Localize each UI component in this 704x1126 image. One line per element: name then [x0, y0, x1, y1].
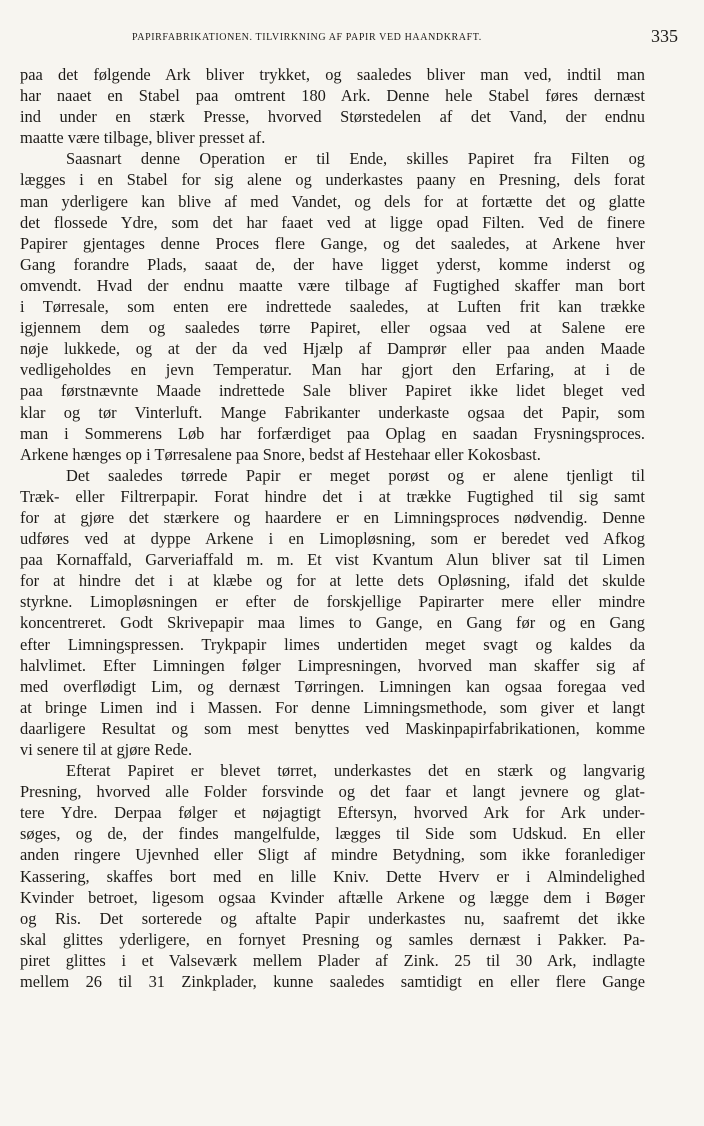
text-line: man yderligere kan blive af med Vandet, og dels for at fortætte det og glatte — [20, 191, 645, 211]
text-line: Træk- eller Filtrerpapir. Forat hindre det i at trække Fugtighed til sig samt — [20, 486, 645, 506]
text-line: Gang forandre Plads, saaat de, der have ligget yderst, komme inderst og — [20, 254, 645, 274]
text-line: maatte være tilbage, bliver presset af. — [20, 128, 266, 148]
text-line: styrkne. Limopløsningen er efter de forskjellige Papirarter mere eller mindre — [20, 592, 645, 612]
text-line: Det saaledes tørrede Papir er meget porøst og er alene tjenligt til — [66, 465, 645, 485]
text-line: ind under en stærk Presse, hvorved Størstedelen af det Vand, der endnu — [20, 107, 645, 127]
text-line: daarligere Resultat og som mest benyttes ved Maskinpapirfabrikationen, komme — [20, 718, 645, 738]
text-line: Papirer gjentages denne Proces flere Gange, og det saaledes, at Arkene hver — [20, 233, 645, 253]
text-line: mellem 26 til 31 Zinkplader, kunne saaledes samtidigt en eller flere Gange — [20, 972, 645, 992]
text-line: tere Ydre. Derpaa følger et nøjagtigt Eftersyn, hvorved Ark for Ark under- — [20, 803, 645, 823]
text-line: søges, og de, der findes mangelfulde, lægges til Side som Udskud. En eller — [20, 824, 645, 844]
text-line: at bringe Limen ind i Massen. For denne Limningsmethode, som giver et langt — [20, 697, 645, 717]
text-line: paa det følgende Ark bliver trykket, og saaledes bliver man ved, indtil man — [20, 65, 645, 84]
text-line: paa førstnævnte Maade indrettede Sale bliver Papiret ikke lidet bleget ved — [20, 381, 645, 401]
text-line: for at hindre det i at klæbe og for at lette dets Opløsning, ifald det skulde — [20, 571, 645, 591]
text-line: man i Sommerens Løb har forfærdiget paa Oplag en saadan Frysningsproces. — [20, 423, 645, 443]
body-text — [20, 64, 645, 992]
text-line: det flossede Ydre, som det har faaet ved at ligge opad Filten. Ved de finere — [20, 212, 645, 232]
text-line: Saasnart denne Operation er til Ende, skilles Papiret fra Filten og — [66, 149, 645, 169]
text-line: og Ris. Det sorterede og aftalte Papir underkastes nu, saafremt det ikke — [20, 908, 645, 928]
text-line: har naaet en Stabel paa omtrent 180 Ark. Denne hele Stabel føres dernæst — [20, 86, 645, 106]
text-line: Arkene hænges op i Tørresalene paa Snore, bedst af Hestehaar eller Kokosbast. — [20, 444, 541, 464]
text-line: igjennem dem og saaledes tørre Papiret, eller ogsaa ved at Salene ere — [20, 318, 645, 338]
text-line: paa Kornaffald, Garveriaffald m. m. Et vist Kvantum Alun bliver sat til Limen — [20, 550, 645, 570]
running-head-title: PAPIRFABRIKATIONEN. TILVIRKNING AF PAPIR VED HAANDKRAFT. — [132, 32, 482, 43]
text-line: Efterat Papiret er blevet tørret, underkastes det en stærk og langvarig — [66, 761, 645, 781]
text-line: skal glittes yderligere, en fornyet Presning og samles dernæst i Pakker. Pa- — [20, 929, 645, 949]
text-line: piret glittes i et Valseværk mellem Plader af Zink. 25 til 30 Ark, indlagte — [20, 950, 645, 970]
text-line: for at gjøre det stærkere og haardere er en Limningsproces nødvendig. Denne — [20, 507, 645, 527]
running-head — [20, 28, 678, 50]
text-line: med overflødigt Lim, og dernæst Tørringen. Limningen kan ogsaa foregaa ved — [20, 676, 645, 696]
text-line: Presning, hvorved alle Folder forsvinde og det faar et langt jevnere og glat- — [20, 782, 645, 802]
text-line: vedligeholdes en jevn Temperatur. Man har gjort den Erfaring, at i de — [20, 360, 645, 380]
page-number: 335 — [651, 26, 678, 46]
text-line: lægges i en Stabel for sig alene og underkastes paany en Presning, dels forat — [20, 170, 645, 190]
text-line: koncentreret. Godt Skrivepapir maa limes to Gange, en Gang før og en Gang — [20, 613, 645, 633]
text-line: nøje lukkede, og at der da ved Hjælp af Damprør eller paa anden Maade — [20, 339, 645, 359]
text-line: klar og tør Vinterluft. Mange Fabrikanter underkaste ogsaa det Papir, som — [20, 402, 645, 422]
text-line: Kvinder betroet, ligesom ogsaa Kvinder aftælle Arkene og lægge dem i Bøger — [20, 887, 645, 907]
text-line: i Tørresale, som enten ere indrettede saaledes, at Luften frit kan trække — [20, 297, 645, 317]
text-line: halvlimet. Efter Limningen følger Limpresningen, hvorved man skaffer sig af — [20, 655, 645, 675]
text-line: omvendt. Hvad der endnu maatte være tilbage af Fugtighed skaffer man bort — [20, 275, 645, 295]
text-line: Kassering, skaffes bort med en lille Kniv. Dette Hverv er i Almindelighed — [20, 866, 645, 886]
text-line: vi senere til at gjøre Rede. — [20, 740, 193, 759]
text-line: anden ringere Ujevnhed eller Sligt af mindre Betydning, som ikke foranlediger — [20, 845, 645, 865]
text-line: udføres ved at dyppe Arkene i en Limopløsning, som er beredet ved Afkog — [20, 529, 645, 549]
text-line: efter Limningspressen. Trykpapir limes undertiden meget svagt og kaldes da — [20, 634, 645, 654]
